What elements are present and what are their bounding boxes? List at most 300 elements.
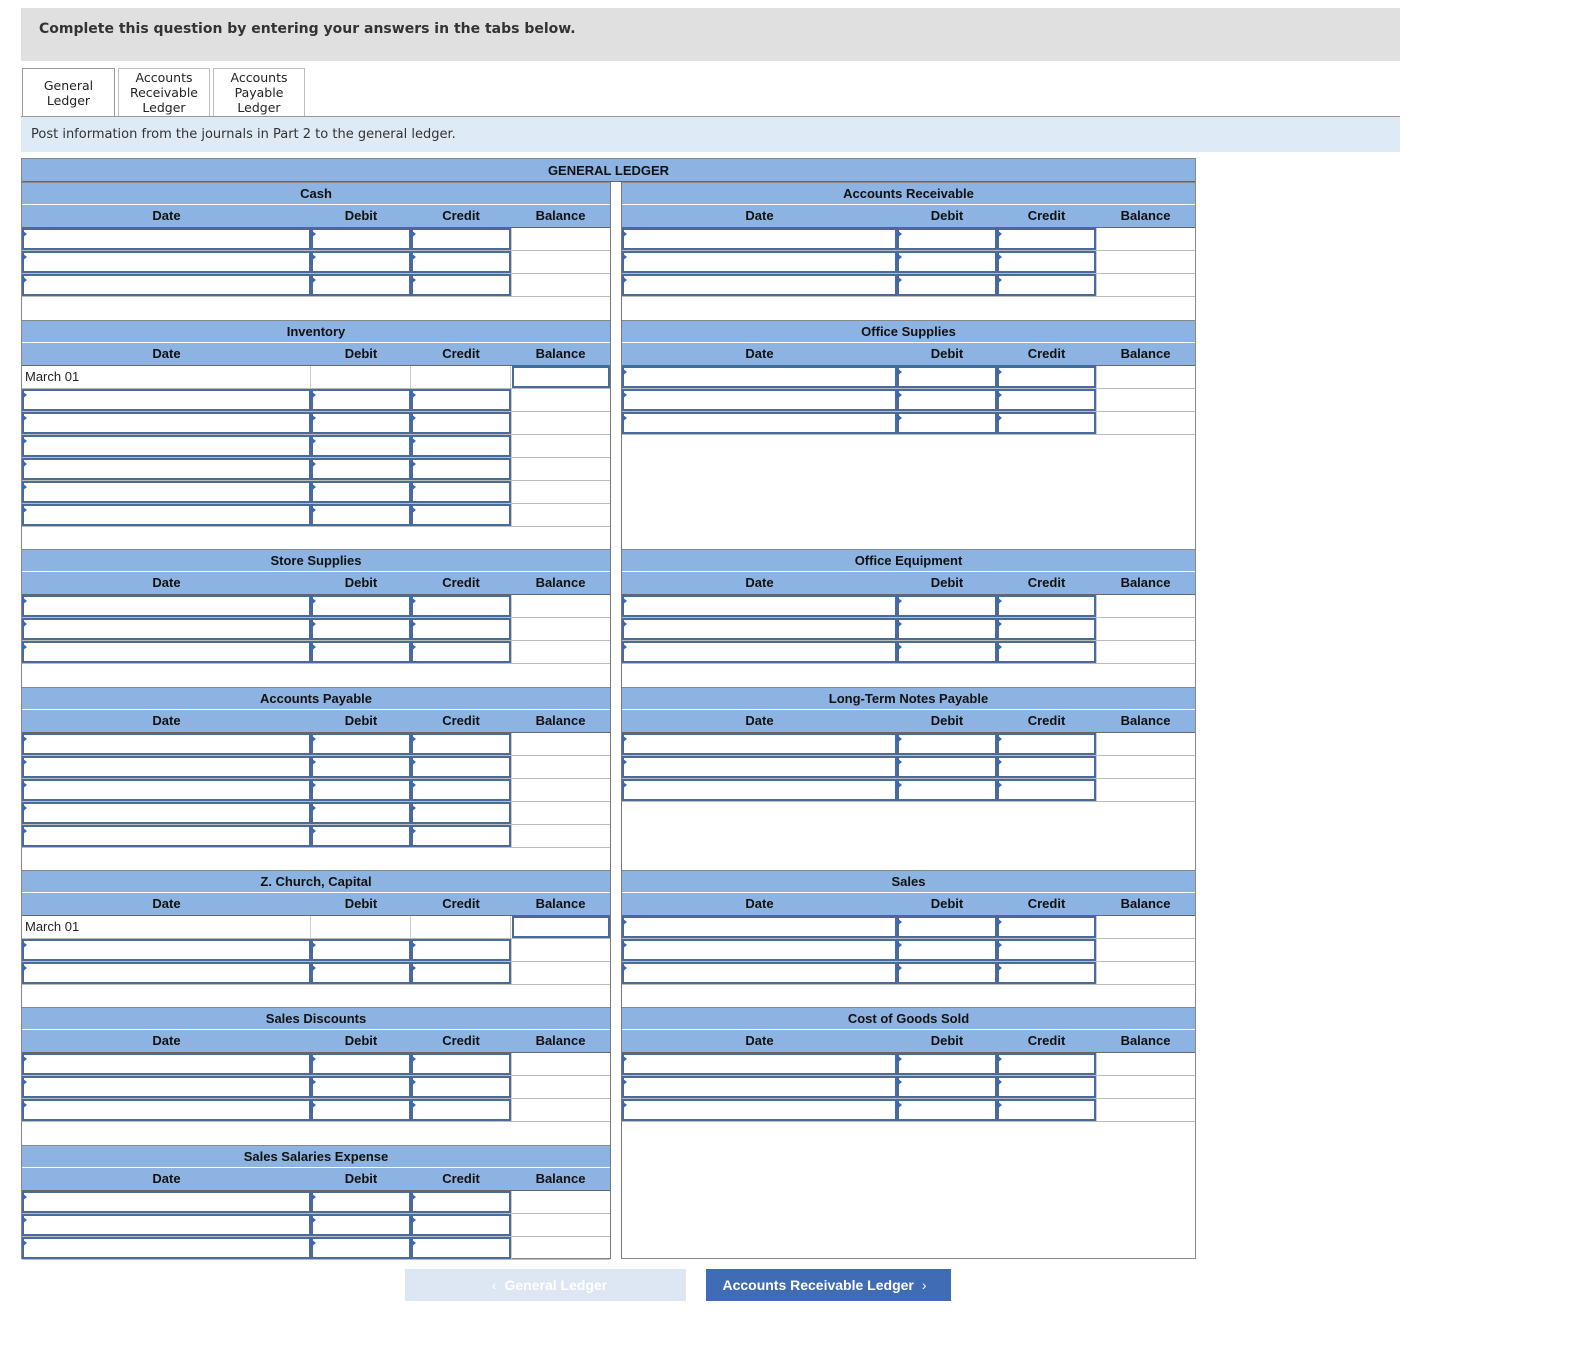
credit-column-header: Credit (1027, 208, 1066, 223)
date-input[interactable] (622, 939, 897, 961)
ledger-row (22, 389, 610, 412)
date-input[interactable] (22, 458, 311, 480)
credit-input[interactable] (411, 641, 511, 663)
date-input[interactable] (22, 1053, 311, 1075)
credit-input[interactable] (411, 1191, 511, 1213)
post-instruction-text: Post information from the journals in Part 2 to the general ledger. (31, 127, 456, 142)
balance-cell (1096, 962, 1195, 984)
debit-cell (311, 916, 411, 938)
account-cost-of-goods-sold (622, 1007, 1195, 1122)
tab-general-ledger[interactable] (22, 68, 115, 116)
ledger-row (22, 1237, 610, 1260)
credit-input[interactable] (411, 1099, 511, 1121)
balance-column-header: Balance (535, 575, 586, 590)
date-input[interactable] (622, 1099, 897, 1121)
chevron-right-icon: › (921, 1277, 927, 1293)
credit-input[interactable] (411, 274, 511, 296)
debit-input[interactable] (311, 1076, 411, 1098)
date-input[interactable] (622, 228, 897, 250)
account-accounts-payable (22, 687, 610, 848)
credit-column-header: Credit (442, 346, 480, 361)
date-column-header: Date (745, 346, 774, 361)
date-input[interactable] (22, 1214, 311, 1236)
ledger-row (22, 274, 610, 297)
balance-column-header: Balance (535, 1033, 586, 1048)
date-input[interactable] (22, 504, 311, 526)
debit-column-header: Debit (344, 1171, 378, 1186)
debit-column-header: Debit (344, 713, 378, 728)
credit-input[interactable] (997, 939, 1096, 961)
credit-input[interactable] (411, 962, 511, 984)
general-ledger (21, 158, 1196, 1259)
balance-cell (1096, 389, 1195, 411)
balance-column-header: Balance (1120, 1033, 1171, 1048)
balance-column-header: Balance (1120, 575, 1171, 590)
balance-cell (1096, 1053, 1195, 1075)
credit-input[interactable] (411, 251, 511, 273)
balance-cell (511, 481, 610, 503)
debit-column-header: Debit (344, 575, 378, 590)
credit-column-header: Credit (442, 1033, 480, 1048)
debit-input[interactable] (897, 733, 997, 755)
balance-cell (511, 756, 610, 778)
balance-cell (1096, 595, 1195, 617)
balance-cell (1096, 618, 1195, 640)
ledger-row (22, 641, 610, 664)
credit-input[interactable] (411, 825, 511, 847)
balance-cell (511, 228, 610, 250)
column-header-row (22, 205, 610, 228)
credit-input[interactable] (997, 641, 1096, 663)
date-input[interactable] (622, 733, 897, 755)
debit-input[interactable] (311, 458, 411, 480)
credit-input[interactable] (997, 962, 1096, 984)
instruction-banner (21, 8, 1400, 61)
ledger-row (22, 779, 610, 802)
debit-column-header: Debit (344, 896, 378, 911)
credit-input[interactable] (411, 504, 511, 526)
date-input[interactable] (622, 962, 897, 984)
debit-input[interactable] (311, 733, 411, 755)
balance-column-header: Balance (1120, 713, 1171, 728)
debit-input[interactable] (311, 595, 411, 617)
column-header-row (622, 205, 1195, 228)
credit-input[interactable] (411, 389, 511, 411)
date-input[interactable] (622, 618, 897, 640)
credit-input[interactable] (997, 733, 1096, 755)
prev-button[interactable] (405, 1269, 686, 1301)
ledger-row (22, 939, 610, 962)
ledger-row (622, 595, 1195, 618)
debit-column-header: Debit (930, 346, 964, 361)
date-input[interactable] (22, 1099, 311, 1121)
ledger-row (22, 366, 610, 389)
credit-column-header: Credit (442, 713, 480, 728)
date-input[interactable] (622, 412, 897, 434)
date-input[interactable] (22, 1076, 311, 1098)
date-input[interactable] (22, 962, 311, 984)
debit-input[interactable] (897, 962, 997, 984)
credit-input[interactable] (997, 366, 1096, 388)
credit-input[interactable] (997, 412, 1096, 434)
account-title: Inventory (22, 320, 610, 343)
balance-input[interactable] (512, 366, 610, 388)
column-header-row (622, 343, 1195, 366)
ledger-row (622, 389, 1195, 412)
balance-cell (511, 504, 610, 526)
column-header-row (22, 710, 610, 733)
chevron-left-icon: ‹ (491, 1277, 497, 1293)
debit-column-header: Debit (930, 713, 964, 728)
date-input[interactable] (622, 1076, 897, 1098)
credit-input[interactable] (997, 1076, 1096, 1098)
balance-column-header: Balance (1120, 346, 1171, 361)
date-input[interactable] (22, 274, 311, 296)
balance-cell (511, 1099, 610, 1121)
balance-cell (511, 962, 610, 984)
credit-input[interactable] (997, 618, 1096, 640)
ledger-row (22, 251, 610, 274)
next-button-label: Accounts Receivable Ledger (722, 1277, 914, 1293)
debit-cell (311, 366, 411, 388)
account-office-supplies (622, 320, 1195, 435)
ledger-row (22, 733, 610, 756)
tab-label: Accounts Receivable Ledger (129, 70, 198, 115)
debit-column-header: Debit (930, 1033, 964, 1048)
ledger-row (22, 1099, 610, 1122)
balance-cell (1096, 779, 1195, 801)
debit-input[interactable] (311, 389, 411, 411)
credit-column-header: Credit (1027, 713, 1066, 728)
debit-column-header: Debit (344, 346, 378, 361)
credit-input[interactable] (997, 251, 1096, 273)
balance-cell (1096, 1076, 1195, 1098)
debit-input[interactable] (311, 1191, 411, 1213)
date-input[interactable] (22, 1191, 311, 1213)
column-header-row (622, 1030, 1195, 1053)
credit-column-header: Credit (442, 896, 480, 911)
credit-input[interactable] (997, 916, 1096, 938)
ledger-row (622, 1076, 1195, 1099)
debit-input[interactable] (311, 618, 411, 640)
credit-input[interactable] (411, 779, 511, 801)
balance-cell (511, 458, 610, 480)
account-office-equipment (622, 549, 1195, 664)
account-long-term-notes-payable (622, 687, 1195, 802)
debit-input[interactable] (311, 779, 411, 801)
debit-input[interactable] (897, 274, 997, 296)
date-input[interactable] (22, 802, 311, 824)
debit-input[interactable] (897, 916, 997, 938)
debit-input[interactable] (897, 618, 997, 640)
debit-input[interactable] (311, 228, 411, 250)
ledger-row (22, 756, 610, 779)
account-sales-discounts (22, 1007, 610, 1122)
ledger-row (622, 916, 1195, 939)
balance-column-header: Balance (535, 713, 586, 728)
date-column-header: Date (152, 713, 181, 728)
balance-cell (1096, 916, 1195, 938)
account-inventory (22, 320, 610, 527)
credit-input[interactable] (997, 756, 1096, 778)
date-label: March 01 (22, 916, 311, 938)
tab-accounts-payable-ledger[interactable] (213, 68, 305, 116)
ledger-row (622, 618, 1195, 641)
account-title: Z. Church, Capital (22, 870, 610, 893)
credit-input[interactable] (411, 802, 511, 824)
balance-cell (1096, 412, 1195, 434)
debit-input[interactable] (311, 1214, 411, 1236)
post-instruction-bar (21, 116, 1400, 152)
balance-cell (511, 641, 610, 663)
debit-input[interactable] (897, 779, 997, 801)
date-column-header: Date (152, 1171, 181, 1186)
date-column-header: Date (152, 1033, 181, 1048)
balance-cell (1096, 756, 1195, 778)
debit-input[interactable] (311, 802, 411, 824)
balance-cell (1096, 641, 1195, 663)
credit-cell (411, 916, 511, 938)
debit-input[interactable] (897, 412, 997, 434)
balance-cell (1096, 228, 1195, 250)
balance-column-header: Balance (535, 346, 586, 361)
date-input[interactable] (22, 389, 311, 411)
debit-input[interactable] (311, 825, 411, 847)
debit-input[interactable] (311, 251, 411, 273)
date-input[interactable] (22, 435, 311, 457)
debit-input[interactable] (311, 1237, 411, 1259)
credit-input[interactable] (997, 274, 1096, 296)
credit-input[interactable] (411, 733, 511, 755)
date-column-header: Date (152, 575, 181, 590)
balance-cell (511, 1191, 610, 1213)
balance-column-header: Balance (535, 208, 586, 223)
ledger-row (22, 595, 610, 618)
account-title: Cost of Goods Sold (622, 1007, 1195, 1030)
ledger-row (22, 458, 610, 481)
date-input[interactable] (22, 595, 311, 617)
date-input[interactable] (622, 779, 897, 801)
ledger-row (22, 228, 610, 251)
balance-cell (511, 1237, 610, 1259)
credit-column-header: Credit (1027, 896, 1066, 911)
date-input[interactable] (22, 733, 311, 755)
ledger-row (622, 1053, 1195, 1076)
balance-cell (511, 779, 610, 801)
ledger-row (622, 1099, 1195, 1122)
date-input[interactable] (622, 274, 897, 296)
credit-input[interactable] (411, 618, 511, 640)
debit-input[interactable] (311, 756, 411, 778)
ledger-row (22, 1191, 610, 1214)
balance-cell (511, 1214, 610, 1236)
date-input[interactable] (22, 412, 311, 434)
credit-input[interactable] (411, 412, 511, 434)
account-title: Accounts Receivable (622, 182, 1195, 205)
debit-column-header: Debit (930, 896, 964, 911)
ledger-row (622, 412, 1195, 435)
next-button[interactable] (706, 1269, 951, 1301)
credit-input[interactable] (411, 1237, 511, 1259)
debit-input[interactable] (897, 228, 997, 250)
debit-input[interactable] (311, 939, 411, 961)
credit-column-header: Credit (442, 1171, 480, 1186)
date-input[interactable] (622, 756, 897, 778)
date-input[interactable] (622, 251, 897, 273)
debit-input[interactable] (897, 389, 997, 411)
date-input[interactable] (22, 756, 311, 778)
column-header-row (22, 893, 610, 916)
credit-input[interactable] (411, 458, 511, 480)
date-column-header: Date (745, 896, 774, 911)
debit-input[interactable] (311, 274, 411, 296)
date-input[interactable] (22, 618, 311, 640)
credit-column-header: Credit (442, 208, 480, 223)
balance-cell (1096, 939, 1195, 961)
account-title: Cash (22, 182, 610, 205)
ledger-row (622, 756, 1195, 779)
date-column-header: Date (745, 1033, 774, 1048)
ledger-row (22, 962, 610, 985)
date-input[interactable] (622, 595, 897, 617)
credit-input[interactable] (997, 595, 1096, 617)
debit-input[interactable] (897, 1053, 997, 1075)
debit-input[interactable] (311, 962, 411, 984)
debit-column-header: Debit (344, 1033, 378, 1048)
credit-column-header: Credit (442, 575, 480, 590)
account-sales (622, 870, 1195, 985)
date-input[interactable] (22, 779, 311, 801)
credit-input[interactable] (411, 481, 511, 503)
account-title: Sales (622, 870, 1195, 893)
date-input[interactable] (22, 641, 311, 663)
debit-input[interactable] (897, 1099, 997, 1121)
balance-input[interactable] (512, 916, 610, 938)
account-title: Sales Discounts (22, 1007, 610, 1030)
debit-input[interactable] (897, 939, 997, 961)
ledger-row (622, 733, 1195, 756)
date-input[interactable] (22, 481, 311, 503)
balance-cell (1096, 1099, 1195, 1121)
column-header-row (622, 572, 1195, 595)
ledger-row (622, 939, 1195, 962)
credit-input[interactable] (997, 389, 1096, 411)
balance-cell (511, 802, 610, 824)
credit-column-header: Credit (1027, 575, 1066, 590)
credit-input[interactable] (997, 1099, 1096, 1121)
debit-input[interactable] (311, 1099, 411, 1121)
credit-input[interactable] (411, 756, 511, 778)
balance-column-header: Balance (535, 1171, 586, 1186)
balance-column-header: Balance (1120, 208, 1171, 223)
credit-input[interactable] (997, 779, 1096, 801)
credit-input[interactable] (411, 1214, 511, 1236)
balance-cell (511, 825, 610, 847)
ledger-row (622, 366, 1195, 389)
date-input[interactable] (22, 228, 311, 250)
date-input[interactable] (22, 1237, 311, 1259)
credit-input[interactable] (997, 1053, 1096, 1075)
date-input[interactable] (622, 916, 897, 938)
ledger-row (22, 481, 610, 504)
debit-input[interactable] (311, 641, 411, 663)
tab-label: Accounts Payable Ledger (230, 70, 288, 115)
balance-cell (511, 251, 610, 273)
credit-input[interactable] (997, 228, 1096, 250)
column-header-row (22, 1168, 610, 1191)
balance-cell (511, 733, 610, 755)
debit-input[interactable] (311, 481, 411, 503)
date-input[interactable] (22, 825, 311, 847)
ledger-row (22, 802, 610, 825)
balance-column-header: Balance (535, 896, 586, 911)
credit-input[interactable] (411, 939, 511, 961)
date-input[interactable] (22, 939, 311, 961)
date-input[interactable] (622, 366, 897, 388)
credit-cell (411, 366, 511, 388)
column-header-row (22, 572, 610, 595)
credit-input[interactable] (411, 1076, 511, 1098)
debit-input[interactable] (897, 366, 997, 388)
debit-input[interactable] (897, 595, 997, 617)
column-header-row (22, 343, 610, 366)
ledger-row (622, 962, 1195, 985)
balance-column-header: Balance (1120, 896, 1171, 911)
date-label: March 01 (22, 366, 311, 388)
date-input[interactable] (622, 1053, 897, 1075)
ledger-row (622, 251, 1195, 274)
debit-input[interactable] (897, 251, 997, 273)
credit-input[interactable] (411, 595, 511, 617)
ledger-row (22, 435, 610, 458)
debit-input[interactable] (897, 756, 997, 778)
balance-cell (511, 1076, 610, 1098)
date-input[interactable] (622, 389, 897, 411)
column-divider (610, 182, 622, 1259)
tab-accounts-receivable-ledger[interactable] (118, 68, 210, 116)
instruction-text: Complete this question by entering your answers in the tabs below. (39, 21, 576, 37)
account-z-church-capital (22, 870, 610, 985)
credit-input[interactable] (411, 228, 511, 250)
ledger-row (622, 641, 1195, 664)
balance-cell (511, 939, 610, 961)
account-store-supplies (22, 549, 610, 664)
date-input[interactable] (622, 641, 897, 663)
balance-cell (511, 595, 610, 617)
debit-input[interactable] (311, 435, 411, 457)
date-input[interactable] (22, 251, 311, 273)
balance-cell (511, 618, 610, 640)
column-header-row (22, 1030, 610, 1053)
credit-input[interactable] (411, 1053, 511, 1075)
debit-input[interactable] (897, 641, 997, 663)
debit-input[interactable] (311, 412, 411, 434)
balance-cell (511, 1053, 610, 1075)
balance-cell (511, 389, 610, 411)
debit-column-header: Debit (930, 575, 964, 590)
debit-input[interactable] (897, 1076, 997, 1098)
tab-label: General Ledger (43, 77, 94, 108)
debit-input[interactable] (311, 1053, 411, 1075)
account-title: Accounts Payable (22, 687, 610, 710)
debit-input[interactable] (311, 504, 411, 526)
credit-input[interactable] (411, 435, 511, 457)
account-title: Long-Term Notes Payable (622, 687, 1195, 710)
ledger-title: GENERAL LEDGER (22, 159, 1195, 182)
date-column-header: Date (152, 208, 181, 223)
ledger-row (22, 1053, 610, 1076)
balance-cell (1096, 274, 1195, 296)
